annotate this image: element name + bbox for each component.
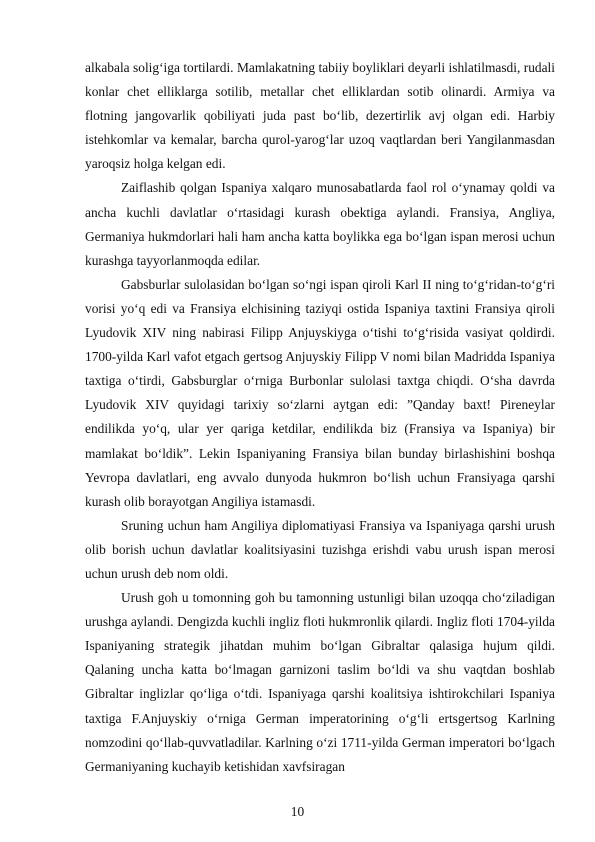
paragraph-2: Zaiflashib qolgan Ispaniya xalqaro munosabatlarda faol rol o‘ynamay qoldi va ancha kuchli davlatlar o‘rtasidagi kurash obektiga aylandi. Fransiya, Angliya, Germaniya hukmdorlari hali ham ancha katta boylikka ega bo‘lgan ispan merosi uchun kurashga tayyorlanmoqda edilar. — [85, 180, 555, 268]
paragraph-1: alkabala solig‘iga tortilardi. Mamlakatning tabiiy boyliklari deyarli ishlatilmasdi, rudali konlar chet elliklarga sotilib, metallar chet elliklardan sotib olinardi. Armiya va flotning jangovarlik qobiliyati juda past bo‘lib, dezertirlik avj olgan edi. Harbiy istehkomlar va kemalar, barcha qurol-yarog‘lar uzoq vaqtlardan beri Yangilanmasdan yaroqsiz holga kelgan edi. — [85, 60, 555, 172]
body-text — [85, 56, 555, 779]
paragraph-5: Urush goh u tomonning goh bu tamonning ustunligi bilan uzoqqa cho‘ziladigan urushga aylandi. Dengizda kuchli ingliz floti hukmronlik qilardi. Ingliz floti 1704-yilda Ispaniyaning strategik jihatdan muhim bo‘lgan Gibraltar qalasiga hujum qildi. Qalaning uncha katta bo‘lmagan garnizoni taslim bo‘ldi va shu vaqtdan boshlab Gibraltar inglizlar qo‘liga o‘tdi. Ispaniyaga qarshi koalitsiya ishtirokchilari Ispaniya taxtiga F.Anjuyskiy o‘rniga German imperatorining o‘g‘li ertsgertsog Karlning nomzodini qo‘llab-quvvatladilar. Karlning o‘zi 1711-yilda German imperatori bo‘lgach Germaniyaning kuchayib ketishidan xavfsiragan — [85, 590, 555, 774]
paragraph-3: Gabsburlar sulolasidan bo‘lgan so‘ngi ispan qiroli Karl II ning to‘g‘ridan-to‘g‘ri vorisi yo‘q edi va Fransiya elchisining taziyqi ostida Ispaniya taxtini Fransiya qiroli Lyudovik XIV ning nabirasi Filipp Anjuyskiyga o‘tishi to‘g‘risida vasiyat qoldirdi. 1700-yilda Karl vafot etgach gertsog Anjuyskiy Filipp V nomi bilan Madridda Ispaniya taxtiga o‘tirdi, Gabsburglar o‘rniga Burbonlar sulolasi taxtga chiqdi. O‘sha davrda Lyudovik XIV quyidagi tarixiy so‘zlarni aytgan edi: ”Qanday baxt! Pireneylar endilikda yo‘q, ular yer qariga ketdilar, endilikda biz (Fransiya va Ispaniya) bir mamlakat bo‘ldik”. Lekin Ispaniyaning Fransiya bilan bunday birlashishini boshqa Yevropa davlatlari, eng avvalo dunyoda hukmron bo‘lish uchun Fransiyaga qarshi kurash olib borayotgan Angiliya istamasdi. — [85, 276, 555, 509]
paragraph-4: Sruning uchun ham Angiliya diplomatiyasi Fransiya va Ispaniyaga qarshi urush olib borish uchun davlatlar koalitsiyasini tuzishga erishdi vabu urush ispan merosi uchun urush deb nom oldi. — [85, 517, 555, 581]
page-number: 10 — [290, 804, 305, 819]
